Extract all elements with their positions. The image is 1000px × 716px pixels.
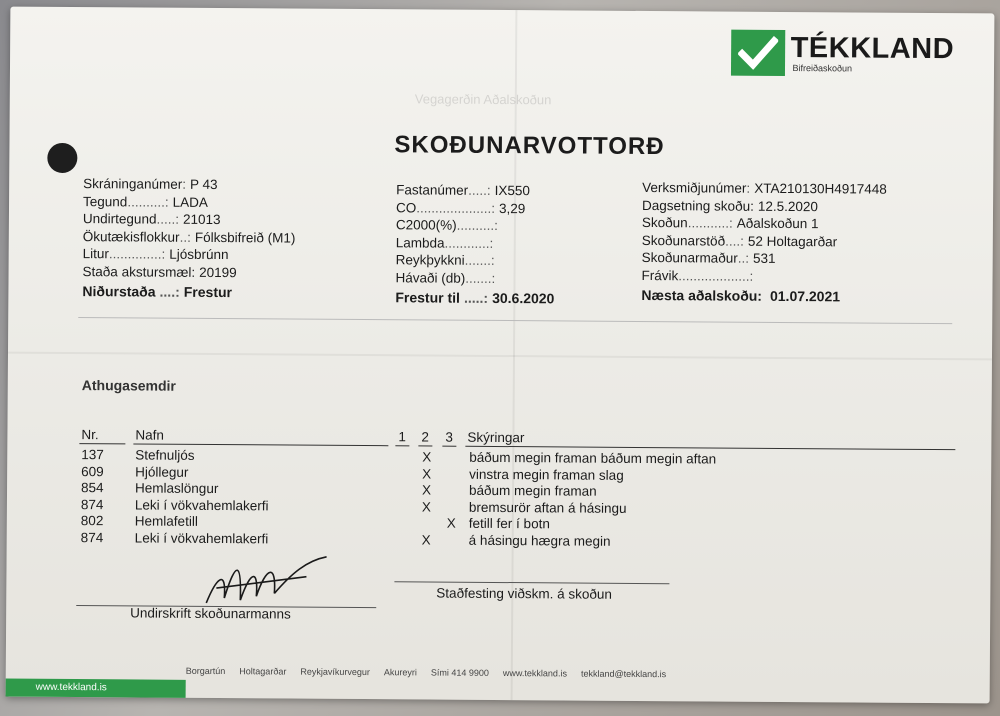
vehicle-row bbox=[83, 193, 296, 212]
footer-item: Reykjavíkurvegur bbox=[300, 666, 370, 678]
header-description: Skýringar bbox=[467, 429, 525, 446]
field-label: Hávaði (db) bbox=[395, 269, 466, 286]
checkmark-icon bbox=[730, 30, 784, 76]
remark-nr: 609 bbox=[81, 463, 104, 479]
vehicle-row bbox=[83, 263, 296, 282]
header-underline bbox=[442, 446, 456, 447]
field-dots: .......: bbox=[465, 270, 496, 286]
field-label: Staða akstursmæl: bbox=[82, 263, 196, 280]
field-value: 20199 bbox=[199, 264, 237, 280]
footer-item: tekkland@tekkland.is bbox=[580, 668, 667, 680]
remark-name: Hemlafetill bbox=[134, 513, 198, 529]
field-dots: ..............: bbox=[108, 246, 166, 262]
field-value: 531 bbox=[752, 250, 776, 266]
field-value: 3,29 bbox=[498, 200, 526, 216]
field-value: Fólksbifreið (M1) bbox=[194, 229, 296, 246]
field-dots: .....: bbox=[468, 182, 491, 198]
remark-name: Stefnuljós bbox=[135, 447, 195, 463]
remark-severity-mark: X bbox=[422, 465, 432, 482]
field-label: Reykþykkni bbox=[395, 252, 465, 268]
inspection-row bbox=[642, 231, 887, 250]
inspection-certificate bbox=[6, 7, 995, 704]
emission-row bbox=[395, 269, 554, 288]
punch-hole bbox=[47, 143, 77, 173]
field-value: IX550 bbox=[494, 182, 531, 199]
header-nr: Nr. bbox=[81, 427, 99, 443]
field-label: Skoðun bbox=[641, 214, 688, 231]
logo-name: TÉKKLAND bbox=[790, 32, 955, 66]
field-value: 12.5.2020 bbox=[757, 198, 818, 214]
vehicle-info-column bbox=[82, 175, 295, 302]
result-value: Frestur bbox=[183, 283, 233, 301]
field-dots: ...........: bbox=[687, 215, 733, 231]
field-label: Skráninganúmer bbox=[83, 176, 183, 192]
field-dots: .....: bbox=[156, 211, 180, 227]
remark-severity-mark: X bbox=[422, 482, 432, 498]
remark-description: bremsurör aftan á hásingu bbox=[468, 499, 627, 516]
header-col-1: 1 bbox=[398, 429, 406, 445]
section-title: Athugasemdir bbox=[81, 377, 176, 394]
result-label: Niðurstaða bbox=[82, 283, 156, 300]
emission-row bbox=[396, 181, 555, 200]
fold-line bbox=[8, 352, 992, 361]
footer-item: Akureyri bbox=[383, 667, 417, 678]
footer-item: Holtagarðar bbox=[239, 666, 287, 677]
remark-severity-mark: X bbox=[422, 449, 432, 465]
header-underline bbox=[133, 443, 388, 446]
field-value: 52 Holtagarðar bbox=[747, 233, 838, 249]
field-dots: ..........: bbox=[456, 217, 499, 233]
remark-nr: 802 bbox=[80, 513, 104, 529]
field-label: Fastanúmer bbox=[396, 182, 469, 198]
remark-severity-mark: X bbox=[446, 515, 456, 531]
field-label: Skoðunarmaður bbox=[641, 249, 738, 266]
field-label: Frávik bbox=[641, 267, 679, 283]
remark-description: báðum megin framan bbox=[469, 482, 597, 499]
field-dots: ....................: bbox=[416, 199, 496, 216]
remark-nr: 137 bbox=[81, 447, 104, 463]
footer-item: www.tekkland.is bbox=[502, 668, 568, 679]
vehicle-row bbox=[83, 210, 296, 229]
result-dots: ....: bbox=[159, 283, 180, 300]
signature-line bbox=[394, 581, 669, 584]
logo-subtitle: Bifreiðaskoðun bbox=[792, 63, 853, 74]
tekkland-logo bbox=[730, 30, 954, 78]
field-label: Verksmiðjunúmer bbox=[642, 179, 747, 196]
header-col-2: 2 bbox=[421, 429, 429, 445]
inspection-info-column bbox=[641, 179, 887, 306]
vehicle-row bbox=[83, 228, 296, 247]
field-label: Skoðunarstöð bbox=[641, 232, 726, 249]
field-value: P 43 bbox=[189, 176, 218, 193]
footer bbox=[6, 657, 990, 704]
field-label: CO bbox=[395, 199, 417, 215]
inspection-result bbox=[641, 287, 886, 306]
field-dots: ...................: bbox=[678, 267, 754, 284]
field-dots: ....: bbox=[725, 233, 744, 249]
vehicle-row bbox=[83, 245, 296, 264]
document-title: SKOÐUNARVOTTORÐ bbox=[394, 131, 665, 161]
header-underline bbox=[79, 443, 125, 444]
result-value: 01.07.2021 bbox=[769, 287, 841, 305]
remark-name: Hemlaslöngur bbox=[135, 480, 219, 497]
remark-nr: 874 bbox=[80, 496, 104, 512]
inspection-row bbox=[642, 196, 887, 215]
result-dots: .....: bbox=[463, 289, 489, 306]
remark-name: Leki í vökvahemlakerfi bbox=[134, 529, 269, 546]
remark-description: fetill fer í botn bbox=[468, 515, 550, 532]
footer-item: Borgartún bbox=[185, 665, 226, 677]
remark-nr: 854 bbox=[81, 480, 104, 496]
field-dots: : bbox=[746, 180, 751, 196]
customer-confirmation-label: Staðfesting viðskm. á skoðun bbox=[436, 585, 612, 602]
remark-description: á hásingu hægra megin bbox=[468, 532, 611, 549]
inspection-row bbox=[641, 266, 886, 285]
header-col-3: 3 bbox=[445, 429, 453, 445]
field-value: XTA210130H4917448 bbox=[754, 180, 887, 197]
field-label: Tegund bbox=[83, 193, 128, 209]
emission-result bbox=[395, 289, 554, 308]
result-label: Næsta aðalskoðu: bbox=[641, 286, 763, 304]
header-underline bbox=[418, 445, 432, 446]
remark-severity-mark: X bbox=[421, 531, 431, 548]
field-label: Ökutækisflokkur bbox=[82, 228, 180, 245]
emission-row bbox=[396, 234, 555, 253]
field-value: Aðalskoðun 1 bbox=[736, 215, 819, 232]
remark-nr: 874 bbox=[80, 529, 104, 545]
field-label: Dagsetning skoðu: bbox=[641, 197, 754, 214]
field-label: Undirtegund bbox=[82, 211, 157, 227]
field-value: Ljósbrúnn bbox=[169, 246, 229, 263]
field-label: Litur bbox=[82, 246, 110, 262]
header-underline bbox=[395, 445, 409, 446]
field-dots: ............: bbox=[444, 235, 494, 251]
footer-website: www.tekkland.is bbox=[6, 679, 186, 698]
remark-severity-mark: X bbox=[421, 498, 432, 515]
field-dots: ..: bbox=[179, 229, 191, 245]
inspection-row bbox=[642, 179, 887, 198]
field-dots: ..: bbox=[737, 250, 750, 266]
emission-info-column bbox=[395, 181, 555, 308]
field-label: Lambda bbox=[395, 234, 445, 251]
result-label: Frestur til bbox=[395, 289, 461, 306]
field-dots: .......: bbox=[464, 252, 495, 268]
field-dots: ..........: bbox=[127, 193, 169, 210]
inspector-signature-label: Undirskrift skoðunarmanns bbox=[130, 605, 291, 622]
field-dots: : bbox=[182, 176, 187, 192]
emission-row bbox=[396, 251, 555, 270]
remark-name: Hjóllegur bbox=[135, 463, 189, 480]
inspection-row bbox=[642, 214, 887, 233]
field-value: 21013 bbox=[182, 211, 221, 228]
vehicle-row bbox=[83, 175, 296, 194]
footer-item: Sími 414 9900 bbox=[430, 667, 489, 678]
field-label: C2000(%) bbox=[395, 217, 457, 233]
footer-locations bbox=[186, 666, 666, 679]
emission-row bbox=[396, 216, 555, 235]
remark-description: báðum megin framan báðum megin aftan bbox=[469, 449, 717, 467]
inspection-row bbox=[642, 249, 887, 268]
result-value: 30.6.2020 bbox=[492, 289, 555, 307]
remark-description: vinstra megin framan slag bbox=[469, 466, 624, 483]
watermark: Vegagerðin Aðalskoðun bbox=[414, 91, 552, 108]
field-value: LADA bbox=[172, 194, 208, 210]
remark-name: Leki í vökvahemlakerfi bbox=[134, 496, 269, 513]
header-name: Nafn bbox=[135, 427, 165, 443]
vehicle-result bbox=[82, 283, 295, 302]
emission-row bbox=[396, 199, 555, 218]
